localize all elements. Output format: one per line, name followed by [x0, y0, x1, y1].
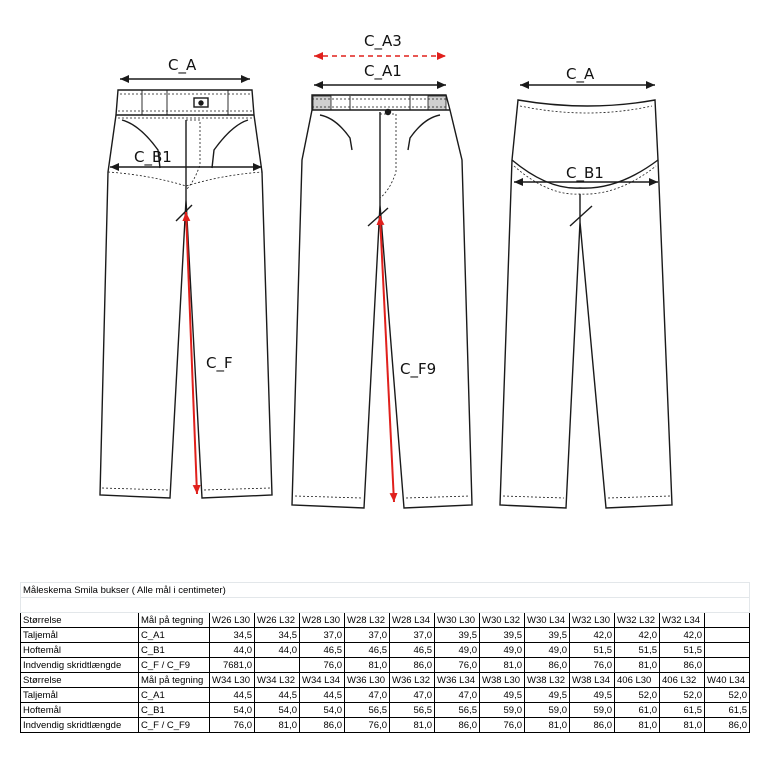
value-cell: W38 L34 — [570, 673, 615, 688]
value-cell: 76,0 — [570, 658, 615, 673]
value-cell: W34 L32 — [255, 673, 300, 688]
value-cell: W32 L30 — [570, 613, 615, 628]
value-cell: W32 L32 — [615, 613, 660, 628]
value-cell: W30 L32 — [480, 613, 525, 628]
value-cell: 37,0 — [300, 628, 345, 643]
value-cell: 86,0 — [705, 718, 750, 733]
value-cell: 42,0 — [570, 628, 615, 643]
value-cell: 47,0 — [390, 688, 435, 703]
drawing-ref-cell: C_A1 — [139, 628, 210, 643]
left-pants — [100, 90, 272, 498]
value-cell: 81,0 — [615, 658, 660, 673]
measurement-table — [20, 582, 750, 733]
value-cell: 54,0 — [300, 703, 345, 718]
value-cell: W30 L30 — [435, 613, 480, 628]
value-cell: W28 L34 — [390, 613, 435, 628]
value-cell: 51,5 — [660, 643, 705, 658]
sheet-title: Måleskema Smila bukser ( Alle mål i centimeter) — [21, 583, 750, 598]
value-cell: 59,0 — [480, 703, 525, 718]
value-cell: 86,0 — [660, 658, 705, 673]
value-cell — [705, 613, 750, 628]
value-cell: 49,5 — [480, 688, 525, 703]
value-cell: 56,5 — [390, 703, 435, 718]
table-row — [21, 703, 750, 718]
table-row — [21, 613, 750, 628]
row-label: Størrelse — [21, 673, 139, 688]
row-label: Hoftemål — [21, 703, 139, 718]
value-cell: 86,0 — [300, 718, 345, 733]
value-cell: 46,5 — [390, 643, 435, 658]
value-cell: 81,0 — [255, 718, 300, 733]
value-cell: 47,0 — [345, 688, 390, 703]
value-cell: 86,0 — [390, 658, 435, 673]
value-cell: 52,0 — [660, 688, 705, 703]
drawing-ref-cell: C_A1 — [139, 688, 210, 703]
drawing-ref-cell: C_F / C_F9 — [139, 718, 210, 733]
value-cell: 56,5 — [345, 703, 390, 718]
value-cell: 49,0 — [435, 643, 480, 658]
middle-pants — [292, 95, 472, 508]
value-cell — [705, 643, 750, 658]
value-cell: 81,0 — [480, 658, 525, 673]
value-cell: 406 L30 — [615, 673, 660, 688]
value-cell — [705, 658, 750, 673]
value-cell: 34,5 — [210, 628, 255, 643]
value-cell: 81,0 — [525, 718, 570, 733]
value-cell: 76,0 — [480, 718, 525, 733]
value-cell: 49,0 — [525, 643, 570, 658]
value-cell: 81,0 — [390, 718, 435, 733]
value-cell: W34 L34 — [300, 673, 345, 688]
row-label: Hoftemål — [21, 643, 139, 658]
value-cell: 47,0 — [435, 688, 480, 703]
value-cell: 44,5 — [210, 688, 255, 703]
value-cell: 86,0 — [525, 658, 570, 673]
value-cell: 81,0 — [615, 718, 660, 733]
table-row — [21, 658, 750, 673]
value-cell — [705, 628, 750, 643]
label-left-hip: C_B1 — [134, 148, 172, 166]
label-mid-top: C_A3 — [364, 32, 402, 50]
value-cell: 61,5 — [705, 703, 750, 718]
value-cell: W28 L32 — [345, 613, 390, 628]
value-cell: 46,5 — [300, 643, 345, 658]
value-cell: 86,0 — [435, 718, 480, 733]
value-cell: 76,0 — [345, 718, 390, 733]
value-cell: 39,5 — [435, 628, 480, 643]
value-cell: W40 L34 — [705, 673, 750, 688]
value-cell: 46,5 — [345, 643, 390, 658]
table-row — [21, 643, 750, 658]
row-label: Størrelse — [21, 613, 139, 628]
value-cell: 52,0 — [615, 688, 660, 703]
value-cell: W32 L34 — [660, 613, 705, 628]
label-right-hip: C_B1 — [566, 164, 604, 182]
value-cell: W28 L30 — [300, 613, 345, 628]
value-cell: 81,0 — [345, 658, 390, 673]
measurement-sheet — [0, 582, 768, 768]
row-label: Taljemål — [21, 628, 139, 643]
value-cell: 49,5 — [525, 688, 570, 703]
value-cell: W36 L34 — [435, 673, 480, 688]
value-cell: 42,0 — [615, 628, 660, 643]
drawing-ref-cell: Mål på tegning — [139, 613, 210, 628]
value-cell: W38 L30 — [480, 673, 525, 688]
value-cell: 54,0 — [255, 703, 300, 718]
value-cell: W38 L32 — [525, 673, 570, 688]
value-cell: W30 L34 — [525, 613, 570, 628]
value-cell: 44,5 — [300, 688, 345, 703]
label-left-waist: C_A — [168, 56, 197, 74]
value-cell: 76,0 — [435, 658, 480, 673]
value-cell: 49,5 — [570, 688, 615, 703]
row-label: Taljemål — [21, 688, 139, 703]
label-mid-waist: C_A1 — [364, 62, 402, 80]
value-cell: 59,0 — [570, 703, 615, 718]
table-row — [21, 673, 750, 688]
value-cell: 44,0 — [210, 643, 255, 658]
table-row — [21, 718, 750, 733]
value-cell: 51,5 — [615, 643, 660, 658]
value-cell: 37,0 — [390, 628, 435, 643]
spacer-row — [21, 598, 750, 613]
row-label: Indvendig skridtlængde — [21, 658, 139, 673]
value-cell: 61,5 — [660, 703, 705, 718]
value-cell: 81,0 — [660, 718, 705, 733]
value-cell: 406 L32 — [660, 673, 705, 688]
drawing-ref-cell: C_F / C_F9 — [139, 658, 210, 673]
label-left-inseam: C_F — [206, 354, 233, 372]
value-cell: 59,0 — [525, 703, 570, 718]
value-cell: 52,0 — [705, 688, 750, 703]
value-cell: W26 L32 — [255, 613, 300, 628]
row-label: Indvendig skridtlængde — [21, 718, 139, 733]
value-cell: 56,5 — [435, 703, 480, 718]
value-cell: 39,5 — [525, 628, 570, 643]
value-cell: 7681,0 — [210, 658, 255, 673]
drawing-ref-cell: C_B1 — [139, 643, 210, 658]
value-cell: W26 L30 — [210, 613, 255, 628]
right-pants — [500, 100, 672, 508]
value-cell: 54,0 — [210, 703, 255, 718]
value-cell: 76,0 — [210, 718, 255, 733]
value-cell: W36 L30 — [345, 673, 390, 688]
value-cell: 51,5 — [570, 643, 615, 658]
value-cell: 37,0 — [345, 628, 390, 643]
value-cell: W34 L30 — [210, 673, 255, 688]
value-cell: 34,5 — [255, 628, 300, 643]
value-cell: 76,0 — [300, 658, 345, 673]
table-row — [21, 688, 750, 703]
value-cell — [255, 658, 300, 673]
value-cell: 39,5 — [480, 628, 525, 643]
value-cell: 44,5 — [255, 688, 300, 703]
value-cell: 61,0 — [615, 703, 660, 718]
label-mid-inseam: C_F9 — [400, 360, 437, 378]
value-cell: 86,0 — [570, 718, 615, 733]
value-cell: W36 L32 — [390, 673, 435, 688]
drawing-ref-cell: C_B1 — [139, 703, 210, 718]
label-right-waist: C_A — [566, 65, 595, 83]
value-cell: 42,0 — [660, 628, 705, 643]
value-cell: 44,0 — [255, 643, 300, 658]
drawing-ref-cell: Mål på tegning — [139, 673, 210, 688]
value-cell: 49,0 — [480, 643, 525, 658]
table-row — [21, 628, 750, 643]
